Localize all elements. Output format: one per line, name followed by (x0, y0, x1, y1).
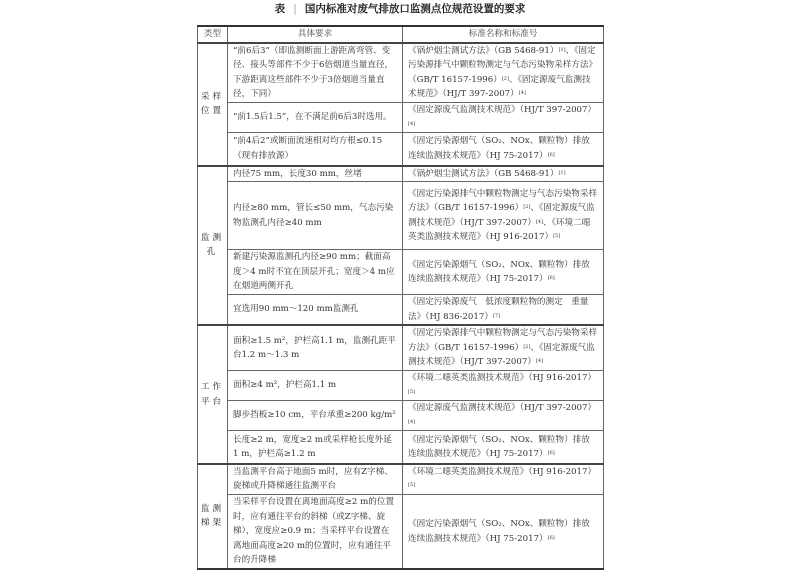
type-cell: 监测孔 (198, 166, 228, 326)
standard-cell: 《固定污染源排气中颗粒物测定与气态污染物采样方法》（GB/T 16157-1996）[2]、《固定源废气监测技术规范》（HJ/T 397-2007）[4]、《环境二噁英类监测技术规范》（HJ 916-2017）[5] (403, 182, 604, 250)
requirement-cell: 当监测平台高于地面5 m时，应有Z字梯、旋梯或升降梯通往监测平台 (228, 464, 403, 495)
table-row (198, 495, 604, 569)
requirement-cell: 面积≥1.5 m²，护栏高1.1 m，监测孔距平台1.2 m～1.3 m (228, 325, 403, 370)
requirement-cell: 脚步挡板≥10 cm，平台承重≥200 kg/m² (228, 401, 403, 431)
standard-cell: 《固定源废气监测技术规范》（HJ/T 397-2007）[4] (403, 401, 604, 431)
standard-cell: 《固定污染源烟气（SO₂、NOx、颗粒物）排放连续监测技术规范》（HJ 75-2017）[6] (403, 133, 604, 166)
table-row (198, 295, 604, 326)
requirement-cell: 面积≥4 m²，护栏高1.1 m (228, 371, 403, 401)
table-caption: 表 | 国内标准对废气排放口监测点位规范设置的要求 (274, 3, 526, 15)
table-row (198, 133, 604, 166)
table-row (198, 401, 604, 431)
standard-cell: 《固定污染源废气 低浓度颗粒物的测定 重量法》（HJ 836-2017）[7] (403, 295, 604, 326)
table-row (198, 166, 604, 182)
table-row (198, 325, 604, 370)
requirement-cell: “前1.5后1.5”，在不满足前6后3时选用。 (228, 102, 403, 132)
standards-table (197, 25, 604, 570)
requirement-cell: 当采样平台设置在离地面高度≥2 m的位置时，应有通往平台的斜梯（或Z字梯、旋梯），宽度应≥0.9 m；当采样平台设置在离地面高度≥20 m的位置时，应有通往平台的升降梯 (228, 495, 403, 569)
table-row (198, 464, 604, 495)
table-row (198, 250, 604, 295)
type-cell: 监测梯架 (198, 464, 228, 569)
header-standard: 标准名称和标准号 (403, 26, 604, 43)
header-type: 类型 (198, 26, 228, 43)
standard-cell: 《锅炉烟尘测试方法》（GB 5468-91）[1]、《固定污染源排气中颗粒物测定与气态污染物采样方法》（GB/T 16157-1996）[2]、《固定源废气监测技术规范》（HJ/T 397-2007）[4] (403, 43, 604, 103)
requirement-cell: 内径≥80 mm，管长≤50 mm，气态污染物监测孔内径≥40 mm (228, 182, 403, 250)
type-cell: 工作平台 (198, 325, 228, 464)
standard-cell: 《环境二噁英类监测技术规范》（HJ 916-2017）[5] (403, 464, 604, 495)
type-cell: 采样位置 (198, 43, 228, 166)
table-row (198, 102, 604, 132)
standard-cell: 《环境二噁英类监测技术规范》（HJ 916-2017）[5] (403, 371, 604, 401)
requirement-cell: “前6后3”（即监测断面上游距离弯管、变径、接头等部件不少于6倍烟道当量直径，下游距离这些部件不少于3倍烟道当量直径，下同） (228, 43, 403, 103)
standard-cell: 《固定源废气监测技术规范》（HJ/T 397-2007）[4] (403, 102, 604, 132)
header-row (198, 26, 604, 43)
requirement-cell: 长度≥2 m，宽度≥2 m或采样枪长度外延1 m，护栏高≥1.2 m (228, 431, 403, 464)
requirement-cell: 宜选用90 mm～120 mm监测孔 (228, 295, 403, 326)
standard-cell: 《固定污染源烟气（SO₂、NOx、颗粒物）排放连续监测技术规范》（HJ 75-2017）[6] (403, 431, 604, 464)
requirement-cell: “前4后2”或断面流速相对均方根≤0.15（现有排放源） (228, 133, 403, 166)
standard-cell: 《固定污染源烟气（SO₂、NOx、颗粒物）排放连续监测技术规范》（HJ 75-2017）[6] (403, 250, 604, 295)
table-row (198, 431, 604, 464)
caption-text: 国内标准对废气排放口监测点位规范设置的要求 (304, 3, 526, 15)
standard-cell: 《固定污染源烟气（SO₂、NOx、颗粒物）排放连续监测技术规范》（HJ 75-2017）[6] (403, 495, 604, 569)
requirement-cell: 内径75 mm，长度30 mm，丝堵 (228, 166, 403, 182)
standard-cell: 《固定污染源排气中颗粒物测定与气态污染物采样方法》（GB/T 16157-1996）[2]、《固定源废气监测技术规范》（HJ/T 397-2007）[4] (403, 325, 604, 370)
caption-prefix: 表 (274, 3, 286, 15)
table-row (198, 43, 604, 103)
header-requirement: 具体要求 (228, 26, 403, 43)
standard-cell: 《锅炉烟尘测试方法》（GB 5468-91）[1] (403, 166, 604, 182)
requirement-cell: 新建污染源监测孔内径≥90 mm；截面高度＞4 m时不宜在顶层开孔；宽度＞4 m应在烟道两侧开孔 (228, 250, 403, 295)
table-row (198, 371, 604, 401)
table-row (198, 182, 604, 250)
